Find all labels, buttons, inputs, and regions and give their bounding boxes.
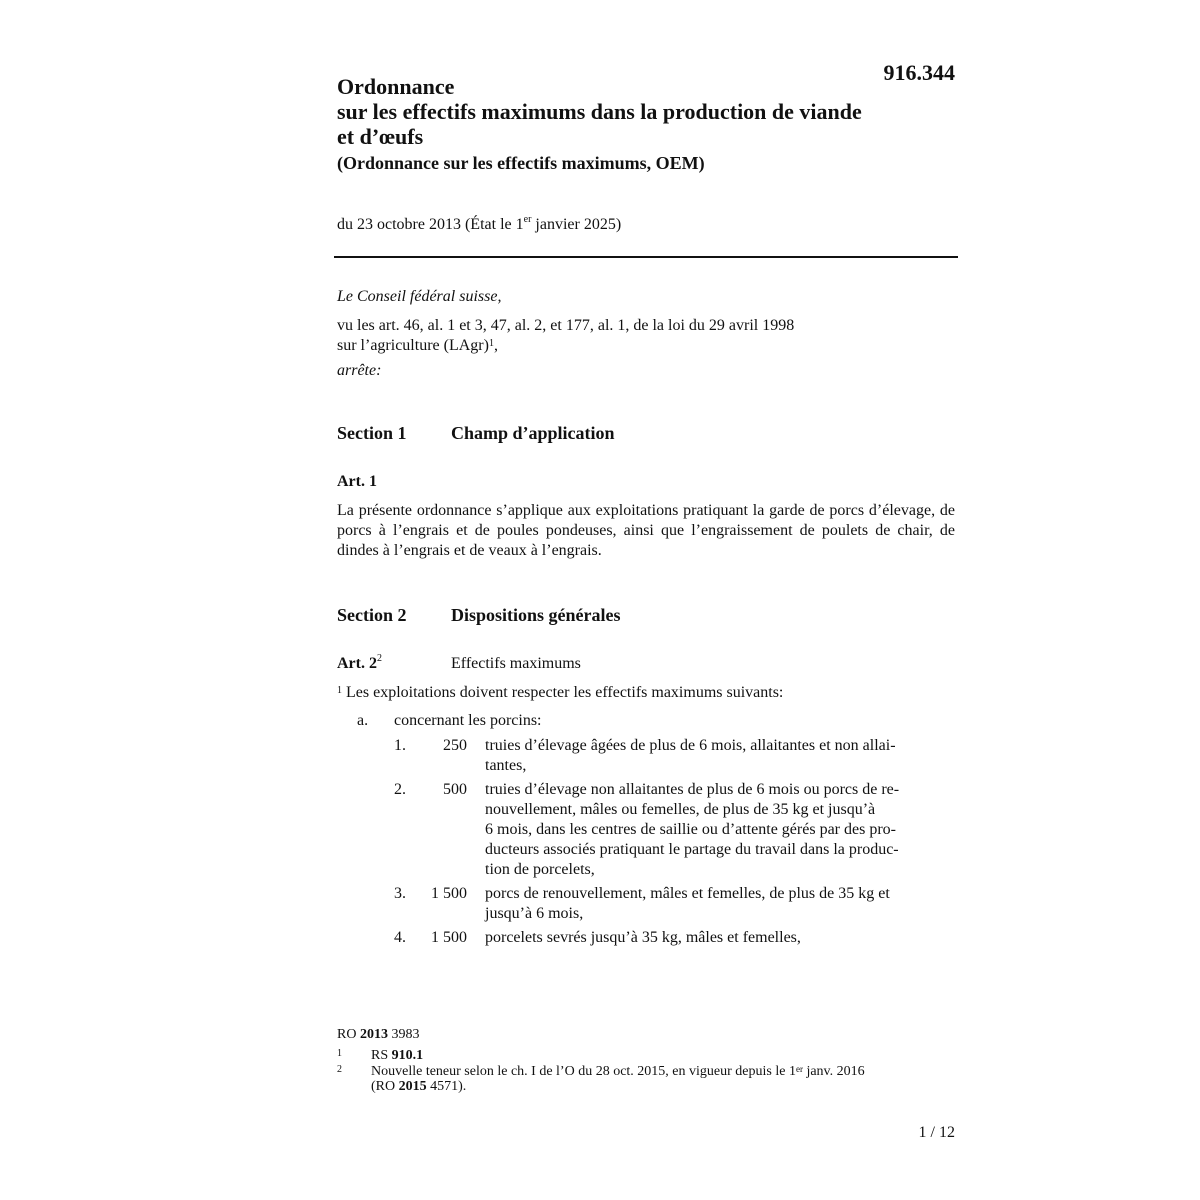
footnote: 1 RS 910.1 <box>337 1048 424 1063</box>
issuing-authority: Le Conseil fédéral suisse, <box>337 288 502 305</box>
decrees: arrête: <box>337 362 382 379</box>
article-text: La présente ordonnance s’applique aux exploitations pratiquant la garde de porcs d’élevage, de porcs à l’engrais et de poules pondeuses, ainsi que l’engraissement de poulets de chair, de dindes à l’engrais et de veaux à l’engrais. <box>337 502 955 559</box>
document-title <box>337 74 937 149</box>
article-heading: Art. $2^2$ Effectifs maximums <box>337 653 581 672</box>
title-line: Ordonnance <box>337 74 455 99</box>
footnote-ref[interactable]: 1 <box>488 338 494 349</box>
document-date: du 23 octobre 2013 (État le 1er janvier 2025) <box>337 214 622 233</box>
sr-number: 916.344 <box>883 60 955 85</box>
article-heading: Art. 1 <box>337 473 377 490</box>
paragraph: $^1$ Les exploitations doivent respecter les effectifs maximums suivants: <box>337 684 784 701</box>
section-heading: Section 2 Dispositions générales <box>337 605 621 625</box>
list-item: 3. 1 500 porcs de renouvellement, mâles et femelles, de plus de 35 kg et jusqu’à 6 mois, <box>394 885 890 922</box>
title-line: et d’œufs <box>337 124 424 149</box>
list-item: 2. 500 truies d’élevage non allaitantes de plus de 6 mois ou porcs de re- nouvellement, mâles ou femelles, de plus de 35 kg et jusqu’à 6 mois, dans les centres de saillie ou d’attente gérés par des pro- ducteurs associés pratiquant le partage du travail dans la produc- tion de porcelets, <box>394 781 900 878</box>
footnote-ref[interactable]: 2 <box>376 653 382 664</box>
official-compilation-ref: RO 2013 3983 <box>337 1027 420 1042</box>
page-number: 1 / 12 <box>918 1124 955 1141</box>
title-line: sur les effectifs maximums dans la production de viande <box>337 99 862 124</box>
list-letter: a. concernant les porcins: <box>357 712 542 729</box>
list-item: 1. 250 truies d’élevage âgées de plus de 6 mois, allaitantes et non allai- tantes, <box>394 737 896 774</box>
footnote: 2 Nouvelle teneur selon le ch. I de l’O du 28 oct. 2015, en vigueur depuis le 1er janv. 2016 (RO 2015 4571). <box>337 1064 865 1094</box>
document-page <box>337 60 955 1180</box>
section-heading: Section 1 Champ d’application <box>337 423 615 443</box>
legal-basis: vu les art. 46, al. 1 et 3, 47, al. 2, et 177, al. 1, de la loi du 29 avril 1998 sur l’agriculture (LAgr)$^1$, <box>337 317 795 354</box>
header-divider <box>334 256 958 258</box>
short-title: (Ordonnance sur les effectifs maximums, OEM) <box>337 153 705 173</box>
list-item: 4. 1 500 porcelets sevrés jusqu’à 35 kg, mâles et femelles, <box>394 929 801 946</box>
